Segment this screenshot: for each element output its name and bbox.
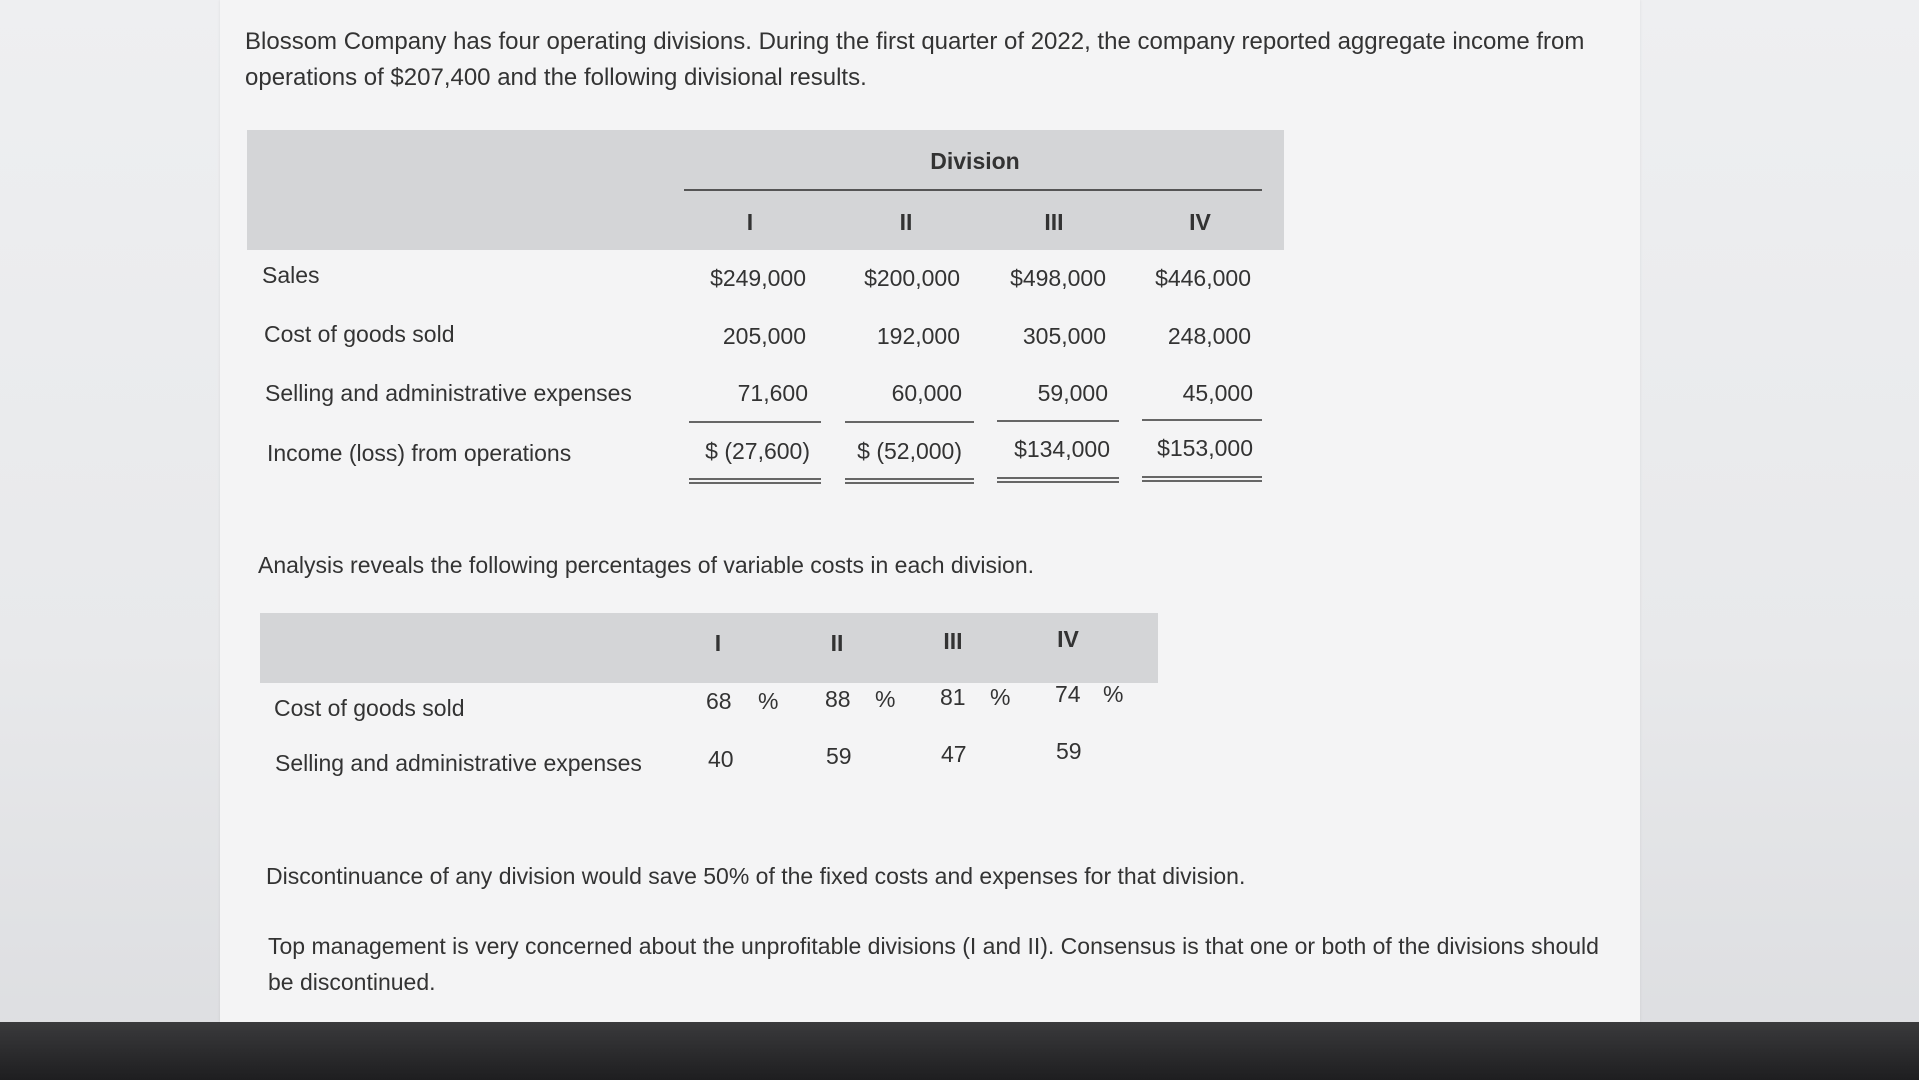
pct-column-header-iv: IV	[1057, 626, 1079, 652]
pct-unit-cogs-i: %	[758, 688, 779, 714]
pct-cogs-ii: 88	[825, 686, 851, 712]
sa-ii: 60,000	[891, 380, 962, 406]
discontinuance-note: Discontinuance of any division would save 50% of the fixed costs and expenses for that division.	[266, 863, 1246, 889]
subtotal-rule-i	[689, 421, 821, 423]
column-header-iv: IV	[1189, 209, 1211, 235]
pct-row-label-selling-admin: Selling and administrative expenses	[275, 750, 642, 776]
column-header-iii: III	[1044, 209, 1064, 235]
subtotal-rule-ii	[845, 421, 974, 423]
row-label-selling-admin: Selling and administrative expenses	[265, 380, 632, 406]
pct-column-header-i: I	[714, 630, 722, 656]
pct-unit-cogs-iii: %	[990, 684, 1011, 710]
income-ii: $ (52,000)	[857, 438, 962, 464]
pct-cogs-iii: 81	[940, 684, 966, 710]
pct-row-label-cogs: Cost of goods sold	[274, 695, 465, 721]
total-rule-iii	[997, 477, 1119, 483]
problem-intro: Blossom Company has four operating divisions. During the first quarter of 2022, the company reported aggregate income from operations of $207,400 and the following divisional results.	[245, 28, 1585, 91]
pct-cogs-iv: 74	[1055, 681, 1081, 707]
cogs-iii: 305,000	[1022, 323, 1106, 349]
management-note: Top management is very concerned about the unprofitable divisions (I and II). Consensus is that one or both of the divisions should be discontinued.	[268, 933, 1599, 995]
sales-i: $249,000	[710, 265, 806, 291]
monitor-bezel	[0, 1022, 1919, 1080]
pct-sa-i: 40	[708, 746, 734, 772]
cogs-iv: 248,000	[1167, 323, 1251, 349]
sa-iv: 45,000	[1182, 380, 1253, 406]
pct-sa-iii: 47	[941, 741, 967, 767]
sales-iv: $446,000	[1155, 265, 1251, 291]
pct-column-header-iii: III	[943, 628, 963, 654]
pct-cogs-i: 68	[706, 688, 732, 714]
row-label-income: Income (loss) from operations	[267, 440, 572, 466]
income-i: $ (27,600)	[705, 438, 810, 464]
pct-sa-ii: 59	[826, 743, 852, 769]
subtotal-rule-iii	[997, 420, 1119, 422]
sa-iii: 59,000	[1037, 380, 1108, 406]
income-iii: $134,000	[1014, 436, 1110, 462]
pct-sa-iv: 59	[1056, 738, 1082, 764]
subtotal-rule-iv	[1142, 419, 1262, 421]
sales-ii: $200,000	[864, 265, 960, 291]
sa-i: 71,600	[737, 380, 808, 406]
row-label-sales: Sales	[262, 262, 320, 288]
division-header-rule	[684, 189, 1262, 191]
income-iv: $153,000	[1157, 435, 1253, 461]
column-header-ii: II	[899, 209, 913, 235]
sales-iii: $498,000	[1010, 265, 1106, 291]
cogs-ii: 192,000	[876, 323, 960, 349]
total-rule-iv	[1142, 476, 1262, 482]
total-rule-ii	[845, 478, 974, 484]
total-rule-i	[689, 478, 821, 484]
column-header-i: I	[746, 209, 754, 235]
division-group-header: Division	[930, 148, 1020, 174]
pct-unit-cogs-iv: %	[1103, 681, 1124, 707]
row-label-cogs: Cost of goods sold	[264, 321, 455, 347]
pct-unit-cogs-ii: %	[875, 686, 896, 712]
pct-column-header-ii: II	[830, 630, 844, 656]
cogs-i: 205,000	[722, 323, 806, 349]
analysis-text: Analysis reveals the following percentages of variable costs in each division.	[258, 552, 1035, 578]
